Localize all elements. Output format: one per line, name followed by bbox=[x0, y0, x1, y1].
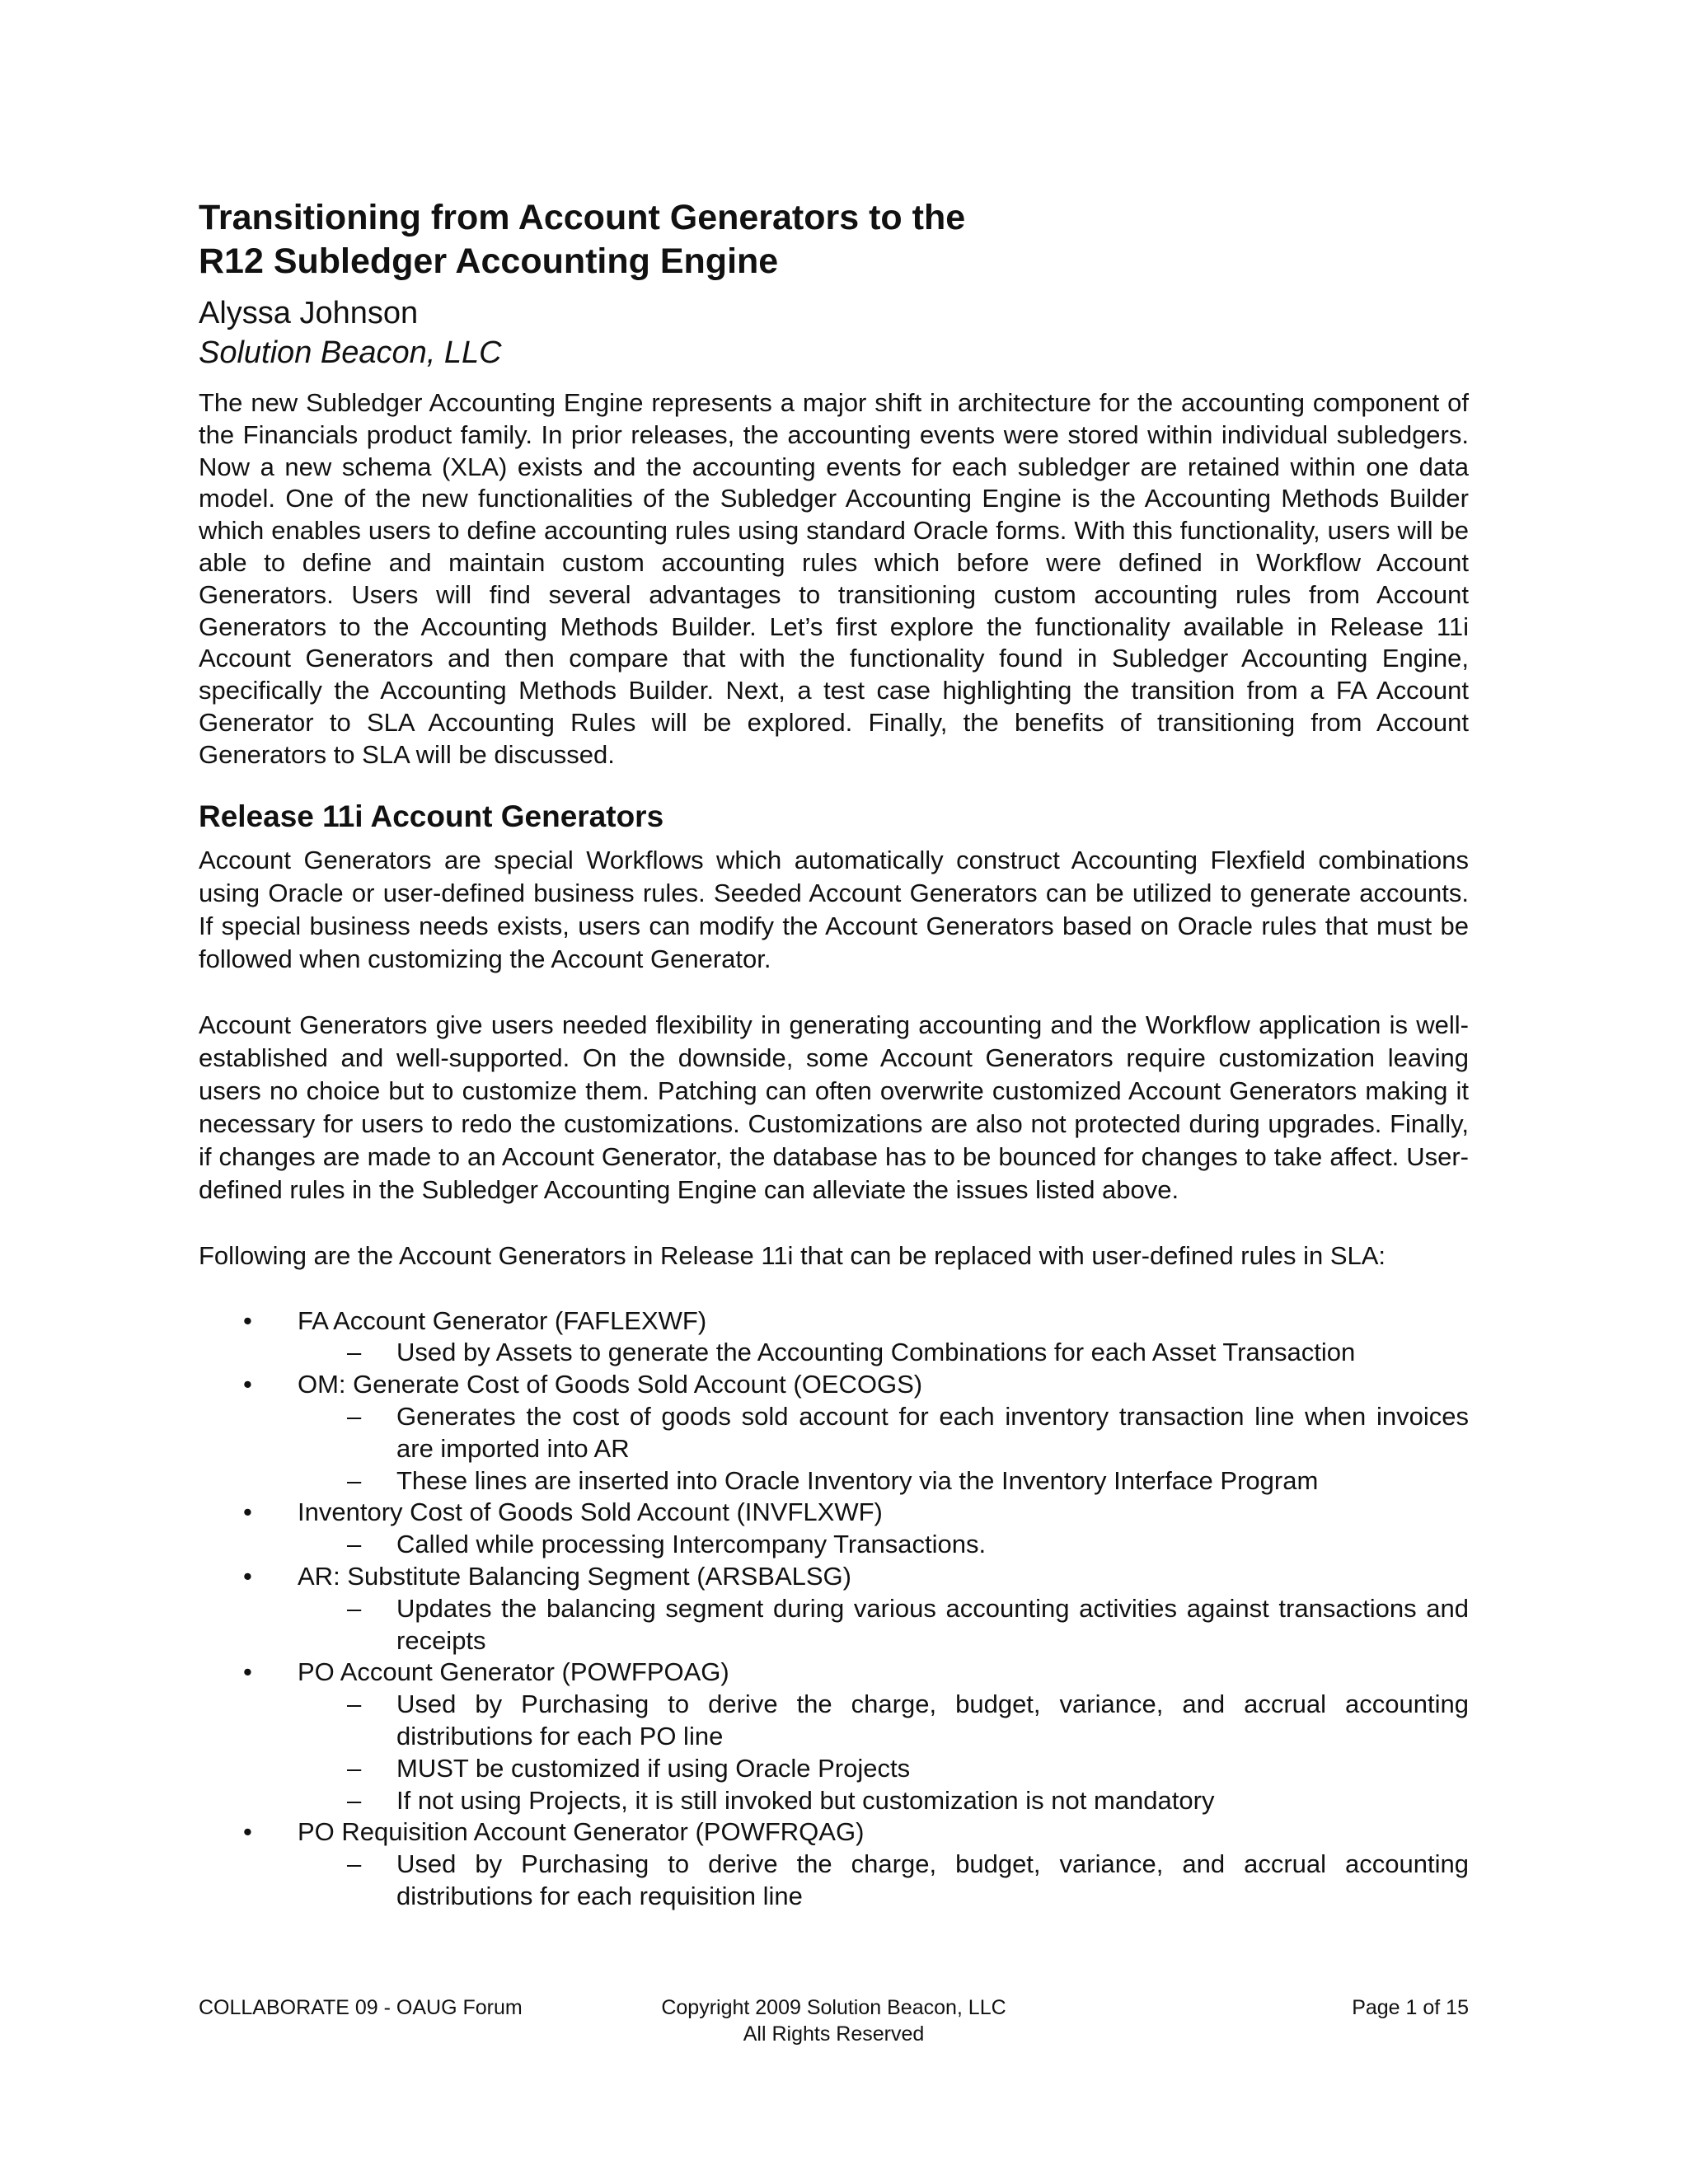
sub-list-item-text: Used by Assets to generate the Accounting Combinations for each Asset Transaction bbox=[396, 1338, 1356, 1367]
sub-list-item bbox=[298, 1465, 1469, 1497]
bullet-icon: • bbox=[243, 1370, 252, 1399]
dash-icon: – bbox=[347, 1785, 362, 1815]
dash-icon: – bbox=[347, 1593, 362, 1623]
sub-list-item-text: Called while processing Intercompany Transactions. bbox=[396, 1530, 987, 1559]
footer-copyright-line: Copyright 2009 Solution Beacon, LLC bbox=[661, 1996, 1006, 2019]
dash-icon: – bbox=[347, 1849, 362, 1879]
list-item-label: FA Account Generator (FAFLEXWF) bbox=[298, 1305, 707, 1335]
bullet-icon: • bbox=[243, 1817, 252, 1847]
sub-list-item bbox=[298, 1689, 1469, 1753]
footer-rights-line: All Rights Reserved bbox=[743, 2022, 925, 2046]
list-item bbox=[199, 1305, 1469, 1370]
section-heading: Release 11i Account Generators bbox=[199, 799, 664, 833]
section-paragraph-3: Following are the Account Generators in Release 11i that can be replaced with user-defined rules in SLA: bbox=[199, 1240, 1386, 1270]
dash-icon: – bbox=[347, 1530, 362, 1559]
author-organization: Solution Beacon, LLC bbox=[199, 335, 502, 370]
bullet-icon: • bbox=[243, 1561, 252, 1591]
sub-list-item-text: Generates the cost of goods sold account for each inventory transaction line when invoices are imported into AR bbox=[396, 1401, 1469, 1463]
list-item-label: PO Requisition Account Generator (POWFRQAG) bbox=[298, 1817, 865, 1847]
account-generator-list bbox=[199, 1305, 1469, 1913]
dash-icon: – bbox=[347, 1401, 362, 1431]
footer-event: COLLABORATE 09 - OAUG Forum bbox=[199, 1996, 523, 2019]
title-line-2: R12 Subledger Accounting Engine bbox=[199, 241, 779, 281]
footer-page-number: Page 1 of 15 bbox=[1352, 1996, 1469, 2019]
sub-list-item-text: These lines are inserted into Oracle Inventory via the Inventory Interface Program bbox=[396, 1465, 1319, 1495]
list-item bbox=[199, 1369, 1469, 1497]
title-line-1: Transitioning from Account Generators to the bbox=[199, 198, 966, 237]
list-item bbox=[199, 1497, 1469, 1561]
sub-list-item bbox=[298, 1849, 1469, 1913]
sub-list-item-text: Used by Purchasing to derive the charge, budget, variance, and accrual accounting distributions for each PO line bbox=[396, 1690, 1469, 1750]
document-page bbox=[199, 196, 1469, 1913]
bullet-icon: • bbox=[243, 1305, 252, 1335]
sub-list-item bbox=[298, 1529, 1469, 1561]
sub-list-item bbox=[298, 1785, 1469, 1817]
list-item-label: AR: Substitute Balancing Segment (ARSBALSG) bbox=[298, 1561, 851, 1591]
list-item bbox=[199, 1657, 1469, 1816]
author-name: Alyssa Johnson bbox=[199, 296, 419, 330]
sub-list-item bbox=[298, 1753, 1469, 1785]
dash-icon: – bbox=[347, 1753, 362, 1783]
list-item-label: OM: Generate Cost of Goods Sold Account (OECOGS) bbox=[298, 1370, 923, 1399]
list-item bbox=[199, 1561, 1469, 1657]
list-item bbox=[199, 1816, 1469, 1912]
sub-list-item-text: Updates the balancing segment during various accounting activities against transactions and receipts bbox=[396, 1593, 1469, 1655]
bullet-icon: • bbox=[243, 1657, 252, 1687]
section-paragraph-1: Account Generators are special Workflows which automatically construct Accounting Flexfield combinations using Oracle or user-defined business rules. Seeded Account Generators can be utilized to generate accounts. If special business needs exists, users can modify the Account Generators based on Oracle rules that must be followed when customizing the Account Generator. bbox=[199, 845, 1469, 973]
list-item-label: PO Account Generator (POWFPOAG) bbox=[298, 1657, 729, 1687]
intro-paragraph: The new Subledger Accounting Engine represents a major shift in architecture for the accounting component of the Financials product family. In prior releases, the accounting events were stored within individual subledgers. Now a new schema (XLA) exists and the accounting events for each subledger are retained within one data model. One of the new functionalities of the Subledger Accounting Engine is the Accounting Methods Builder which enables users to define accounting rules using standard Oracle forms. With this functionality, users will be able to define and maintain custom accounting rules which before were defined in Workflow Account Generators. Users will find several advantages to transitioning custom accounting rules from Account Generators to the Accounting Methods Builder. Let’s first explore the functionality available in Release 11i Account Generators and then compare that with the functionality found in Subledger Accounting Engine, specifically the Accounting Methods Builder. Next, a test case highlighting the transition from a FA Account Generator to SLA Accounting Rules will be explored. Finally, the benefits of transitioning from Account Generators to SLA will be discussed. bbox=[199, 388, 1469, 769]
dash-icon: – bbox=[347, 1338, 362, 1367]
list-item-label: Inventory Cost of Goods Sold Account (INVFLXWF) bbox=[298, 1497, 883, 1527]
sub-list-item-text: MUST be customized if using Oracle Projects bbox=[396, 1753, 911, 1783]
sub-list-item-text: If not using Projects, it is still invoked but customization is not mandatory bbox=[396, 1785, 1215, 1815]
sub-list-item-text: Used by Purchasing to derive the charge, budget, variance, and accrual accounting distributions for each requisition line bbox=[396, 1849, 1469, 1910]
dash-icon: – bbox=[347, 1690, 362, 1719]
dash-icon: – bbox=[347, 1465, 362, 1495]
footer-copyright bbox=[199, 1994, 1469, 2047]
document-title bbox=[199, 196, 1469, 284]
sub-list-item bbox=[298, 1337, 1469, 1369]
bullet-icon: • bbox=[243, 1497, 252, 1527]
sub-list-item bbox=[298, 1401, 1469, 1465]
section-paragraph-2: Account Generators give users needed flexibility in generating accounting and the Workflow application is well-established and well-supported. On the downside, some Account Generators require customization leaving users no choice but to customize them. Patching can often overwrite customized Account Generators making it necessary for users to redo the customizations. Customizations are also not protected during upgrades. Finally, if changes are made to an Account Generator, the database has to be bounced for changes to take affect. User-defined rules in the Subledger Accounting Engine can alleviate the issues listed above. bbox=[199, 1010, 1469, 1204]
sub-list-item bbox=[298, 1593, 1469, 1657]
